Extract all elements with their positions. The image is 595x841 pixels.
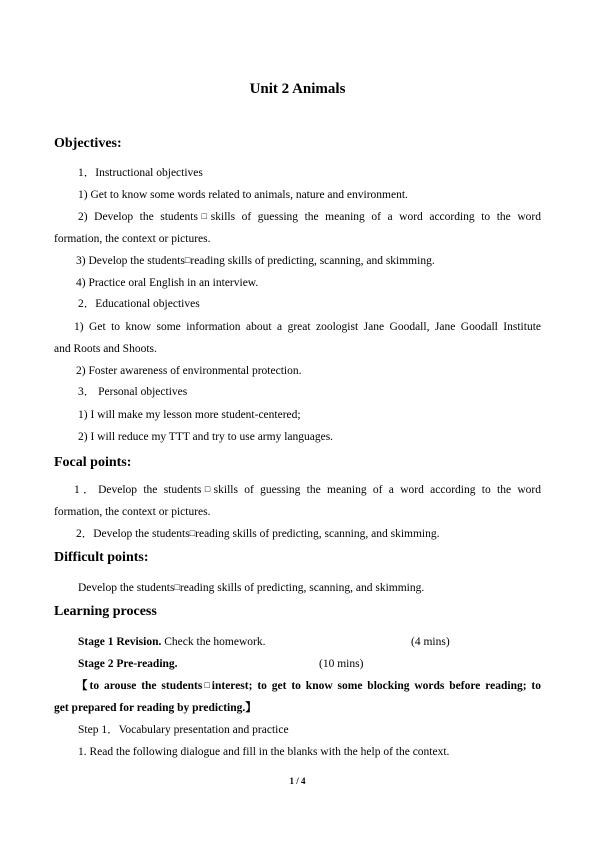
task-1: 1. Read the following dialogue and fill in the blanks with the help of the context. [78,746,450,758]
stage-1-label: Stage 1 Revision. [78,636,162,648]
objective-heading-2: 2．Educational objectives [78,298,200,310]
objective-item-continued: and Roots and Shoots. [54,343,157,355]
text-run: skills of guessing the meaning of a word according to the word [210,211,541,223]
objective-item: 2) Foster awareness of environmental protection. [76,365,302,377]
page-title: Unit 2 Animals [249,81,346,97]
missing-glyph-icon: □ [202,680,212,690]
text-run: Develop the students [78,582,175,594]
stage-2-label: Stage 2 Pre-reading. [78,658,178,670]
objective-item-continued: formation, the context or pictures. [54,233,211,245]
missing-glyph-icon: □ [201,484,214,494]
missing-glyph-icon: □ [189,528,196,538]
objective-heading-3: 3． Personal objectives [78,386,188,398]
text-run: 【to arouse the students [76,680,203,692]
text-run: 2) Develop the students [78,211,198,223]
text-run: reading skills of predicting, scanning, and skimming. [190,255,435,267]
learning-process-heading: Learning process [54,604,157,619]
text-run: reading skills of predicting, scanning, and skimming. [179,582,425,594]
objective-item: 1) Get to know some information about a great zoologist Jane Goodall, Jane Goodall Institute [74,321,541,333]
objective-item: 2) I will reduce my TTT and try to use army languages. [78,431,334,443]
difficult-point-item [78,581,595,595]
difficult-points-heading: Difficult points: [54,550,149,565]
missing-glyph-icon: □ [174,582,180,592]
text-run: 1．Develop the students [74,484,202,496]
step-1-heading: Step 1．Vocabulary presentation and practice [78,724,289,736]
objective-item [54,210,541,224]
text-run: 2．Develop the students [76,528,190,540]
text-run: reading skills of predicting, scanning, and skimming. [195,528,440,540]
stage-1-time: (4 mins) [411,636,450,648]
focal-point-item [54,483,541,497]
focal-point-item [76,527,595,541]
focal-points-heading: Focal points: [54,455,132,470]
text-run: skills of guessing the meaning of a word according to the word [213,484,541,496]
page-number: 1 / 4 [289,776,306,786]
missing-glyph-icon: □ [197,211,211,221]
objective-item: 1) Get to know some words related to animals, nature and environment. [78,189,408,201]
stage-2-time: (10 mins) [319,658,364,670]
text-run: interest; to get to know some blocking words before reading; to [211,680,542,692]
text-run: 3) Develop the students [76,255,185,267]
stage-2-aim-continued: get prepared for reading by predicting.】 [54,702,257,714]
objectives-heading: Objectives: [54,136,122,151]
objective-item: 1) I will make my lesson more student-centered; [78,409,301,421]
stage-2-aim [54,679,541,693]
missing-glyph-icon: □ [184,255,191,265]
focal-point-item-continued: formation, the context or pictures. [54,506,211,518]
stage-1-text: Check the homework. [161,636,266,648]
objective-item [76,254,595,268]
objective-heading-1: 1．Instructional objectives [78,167,203,179]
objective-item: 4) Practice oral English in an interview. [76,277,259,289]
